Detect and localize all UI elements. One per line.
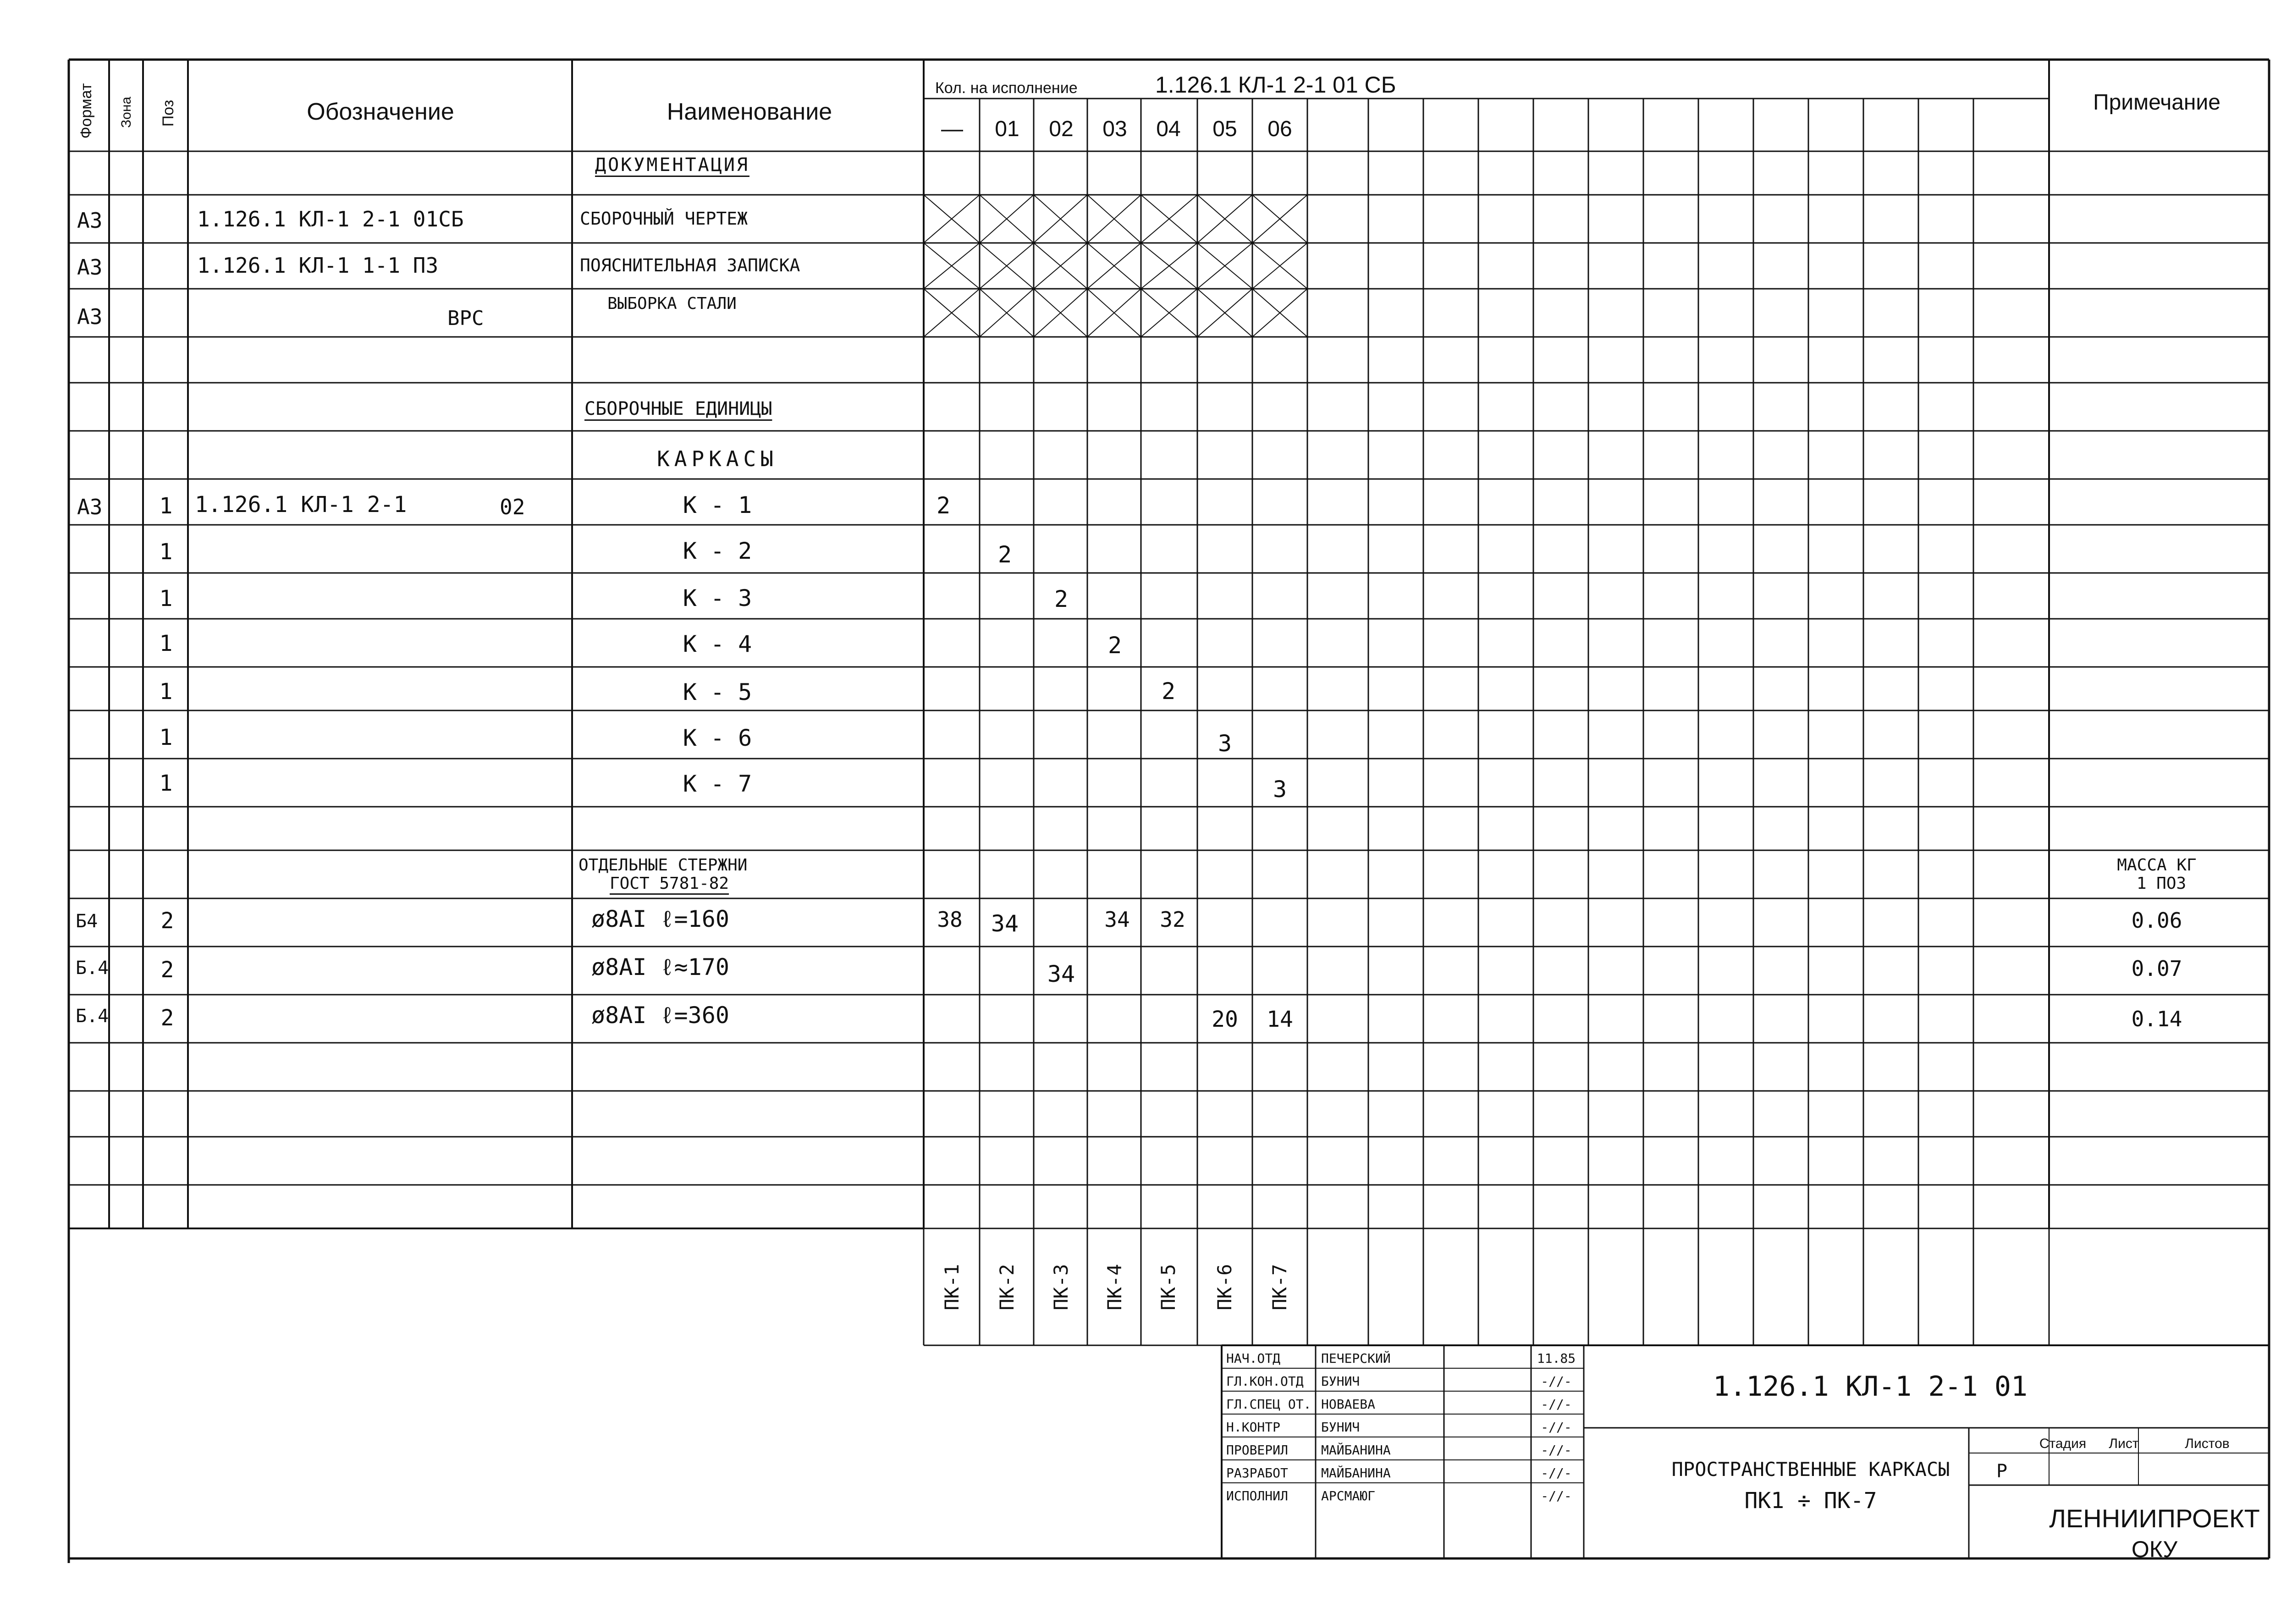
bar-2-format: Б.4: [76, 958, 109, 979]
bottom-label-pk6: ПК-6: [1213, 1264, 1236, 1310]
frame-5-name: К - 5: [683, 679, 752, 705]
bar-1-qty-3: 34: [1104, 907, 1130, 932]
mass-line1: МАССА КГ: [2117, 856, 2197, 875]
frame-1-qty: 2: [936, 492, 951, 519]
section-frames: КАРКАСЫ: [657, 446, 778, 471]
header-designation: Обозначение: [307, 99, 454, 125]
tb-role-5: ПРОВЕРИЛ: [1226, 1442, 1288, 1458]
bar-1-mass: 0.06: [2131, 908, 2182, 933]
tb-role-7: ИСПОЛНИЛ: [1226, 1488, 1288, 1503]
bar-1-qty-1: 34: [991, 910, 1019, 937]
frame-2-name: К - 2: [683, 538, 752, 564]
bottom-label-pk3: ПК-3: [1050, 1264, 1072, 1310]
header-doc-code: 1.126.1 КЛ-1 2-1 01 СБ: [1155, 72, 1396, 98]
frame-5-pos: 1: [159, 679, 173, 705]
frame-2-qty: 2: [997, 541, 1012, 568]
frame-1-format: А3: [77, 495, 103, 519]
frame-4-name: К - 4: [683, 631, 752, 657]
bar-1-qty-0: 38: [937, 907, 963, 932]
tb-role-2: ГЛ.КОН.ОТД: [1226, 1374, 1304, 1389]
doc-3-name: ВЫБОРКА СТАЛИ: [607, 294, 737, 313]
tb-date-3: -//-: [1541, 1397, 1572, 1412]
bar-1-format: Б4: [76, 911, 98, 932]
bottom-label-pk4: ПК-4: [1103, 1264, 1126, 1310]
doc-2-format: А3: [77, 255, 103, 280]
bar-3-mass: 0.14: [2131, 1007, 2182, 1031]
bar-3-format: Б.4: [76, 1006, 109, 1027]
frame-4-pos: 1: [159, 631, 173, 656]
tb-role-4: Н.КОНТР: [1226, 1420, 1281, 1435]
header-qty-label: Кол. на исполнение: [935, 79, 1078, 97]
tb-stage-value: Р: [1996, 1461, 2008, 1482]
frame-5-qty: 2: [1161, 678, 1176, 705]
section-documentation: ДОКУМЕНТАЦИЯ: [595, 154, 749, 176]
frame-1-pos: 1: [159, 493, 173, 519]
bar-3-pos: 2: [160, 1005, 174, 1031]
frame-6-qty: 3: [1218, 730, 1232, 757]
section-assembly-units: СБОРОЧНЫЕ ЕДИНИЦЫ: [584, 398, 772, 419]
tb-role-1: НАЧ.ОТД: [1226, 1351, 1281, 1366]
tb-org-line1: ЛЕННИИПРОЕКТ: [2049, 1504, 2260, 1533]
variant-col-5: 05: [1212, 117, 1237, 141]
bottom-label-pk5: ПК-5: [1157, 1264, 1179, 1310]
header-zone: Зона: [119, 96, 134, 128]
frame-3-pos: 1: [159, 586, 173, 611]
doc-1-name: СБОРОЧНЫЙ ЧЕРТЕЖ: [580, 209, 748, 229]
tb-date-2: -//-: [1541, 1374, 1572, 1389]
frame-4-qty: 2: [1107, 632, 1122, 659]
tb-name-3: НОВАЕВА: [1321, 1397, 1376, 1412]
frame-7-pos: 1: [159, 771, 173, 796]
header-note: Примечание: [2093, 90, 2220, 115]
bar-3-name: ø8АI ℓ=360: [591, 1002, 729, 1029]
bottom-label-pk7: ПК-7: [1268, 1264, 1291, 1310]
bar-1-qty-4: 32: [1160, 907, 1185, 932]
tb-name-5: МАЙБАНИНА: [1321, 1442, 1391, 1458]
frame-3-qty: 2: [1054, 586, 1069, 612]
header-pos: Поз: [160, 99, 177, 127]
tb-role-3: ГЛ.СПЕЦ ОТ.: [1226, 1397, 1311, 1412]
doc-1-format: А3: [77, 208, 103, 233]
tb-date-1: 11.85: [1537, 1351, 1576, 1366]
bar-2-qty-2: 34: [1047, 961, 1075, 987]
frame-2-pos: 1: [159, 539, 173, 565]
section-bars-line1: ОТДЕЛЬНЫЕ СТЕРЖНИ: [579, 856, 748, 875]
tb-date-7: -//-: [1541, 1488, 1572, 1503]
variant-col-4: 04: [1156, 117, 1181, 141]
variant-col-1: 01: [995, 117, 1019, 141]
tb-name-1: ПЕЧЕРСКИЙ: [1321, 1351, 1391, 1366]
tb-sheets-label: Листов: [2185, 1436, 2230, 1451]
bar-3-qty-5: 20: [1212, 1007, 1238, 1032]
tb-name-7: АРСМАЮГ: [1321, 1488, 1376, 1503]
tb-name-2: БУНИЧ: [1321, 1374, 1360, 1389]
variant-col-0: —: [941, 117, 963, 141]
variant-col-6: 06: [1267, 117, 1292, 141]
frame-1-name: К - 1: [683, 492, 752, 518]
bar-2-pos: 2: [160, 957, 174, 983]
tb-code: 1.126.1 КЛ-1 2-1 01: [1713, 1371, 2028, 1403]
bar-2-mass: 0.07: [2131, 956, 2182, 981]
frame-7-qty: 3: [1273, 776, 1287, 803]
mass-line2: 1 ПОЗ: [2136, 874, 2187, 893]
doc-1-designation: 1.126.1 КЛ-1 2-1 01СБ: [197, 207, 464, 231]
tb-sheet-label: Лист: [2109, 1436, 2139, 1451]
doc-3-format: А3: [77, 304, 103, 329]
tb-title-line2: ПК1 ÷ ПК-7: [1744, 1488, 1877, 1514]
bar-3-qty-6: 14: [1267, 1007, 1293, 1032]
bar-2-name: ø8АI ℓ≈170: [591, 954, 729, 980]
bar-1-pos: 2: [160, 908, 174, 934]
frame-1-designation: 1.126.1 КЛ-1 2-1: [195, 492, 407, 517]
tb-role-6: РАЗРАБОТ: [1226, 1465, 1288, 1481]
frame-7-name: К - 7: [683, 771, 752, 797]
tb-org-line2: ОКУ: [2131, 1536, 2178, 1562]
tb-date-6: -//-: [1541, 1465, 1572, 1481]
doc-2-designation: 1.126.1 КЛ-1 1-1 ПЗ: [197, 253, 439, 278]
bottom-label-pk2: ПК-2: [996, 1264, 1018, 1310]
frame-1-suffix: 02: [500, 495, 525, 519]
tb-date-5: -//-: [1541, 1442, 1572, 1458]
header-name: Наименование: [667, 99, 832, 125]
tb-name-4: БУНИЧ: [1321, 1420, 1360, 1435]
frame-6-pos: 1: [159, 725, 173, 750]
bottom-label-pk1: ПК-1: [941, 1264, 963, 1310]
tb-name-6: МАЙБАНИНА: [1321, 1465, 1391, 1481]
tb-title-line1: ПРОСТРАНСТВЕННЫЕ КАРКАСЫ: [1671, 1458, 1950, 1481]
doc-3-designation: ВРС: [447, 307, 484, 330]
frame-6-name: К - 6: [683, 725, 752, 751]
tb-stage-label: Стадия: [2039, 1436, 2087, 1451]
tb-date-4: -//-: [1541, 1420, 1572, 1435]
header-format: Формат: [77, 83, 95, 139]
doc-2-name: ПОЯСНИТЕЛЬНАЯ ЗАПИСКА: [580, 255, 800, 275]
frame-3-name: К - 3: [683, 585, 752, 611]
section-bars-line2: ГОСТ 5781-82: [610, 874, 729, 893]
variant-col-3: 03: [1102, 117, 1127, 141]
bar-1-name: ø8АI ℓ=160: [591, 906, 729, 932]
variant-col-2: 02: [1049, 117, 1074, 141]
